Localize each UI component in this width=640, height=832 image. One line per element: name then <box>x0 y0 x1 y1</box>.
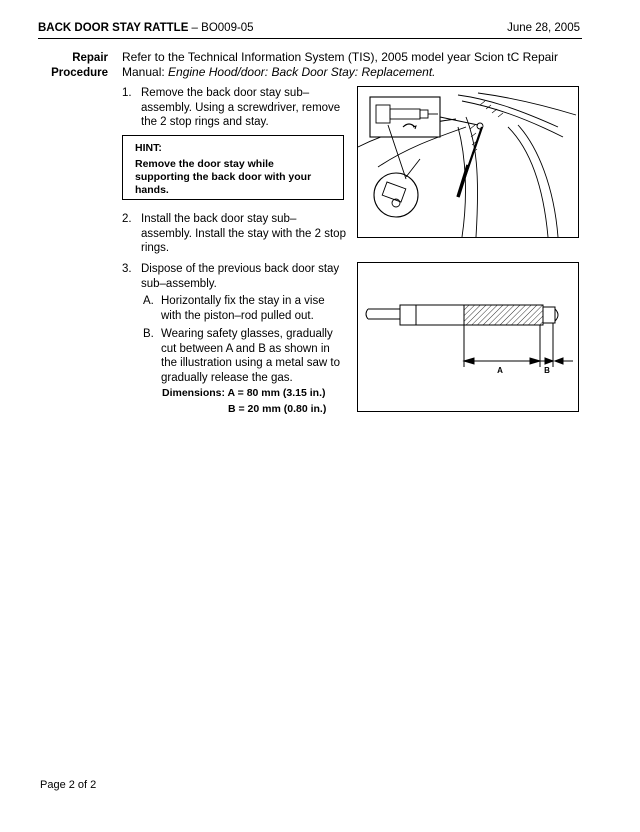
step-text: Dispose of the previous back door stay sub–assembly. <box>141 263 340 290</box>
intro-manual-reference: Engine Hood/door: Back Door Stay: Replacement. <box>168 65 436 79</box>
stay-removal-drawing <box>358 87 578 237</box>
cut-location-illustration <box>357 262 579 412</box>
section-label-line1: Repair <box>72 52 108 64</box>
step-text: Install the back door stay sub–assembly. Install the stay with the 2 stop rings. <box>141 213 346 254</box>
dimensions-block <box>162 385 362 417</box>
step-text: Remove the back door stay sub–assembly. Using a screwdriver, remove the 2 stop rings and stay. <box>141 87 341 128</box>
hint-body: Remove the door stay while supporting the back door with your hands. <box>135 158 312 196</box>
substep-text: Horizontally fix the stay in a vise with the piston–rod pulled out. <box>161 295 325 322</box>
substep-number: B. <box>143 328 154 340</box>
stay-removal-illustration <box>357 86 579 238</box>
page-header <box>38 20 582 39</box>
header-title: BACK DOOR STAY RATTLE <box>38 22 189 34</box>
substep-text: Wearing safety glasses, gradually cut between A and B as shown in the illustration using a metal saw to gradually release the gas. <box>161 328 340 384</box>
dimension-label-a: A <box>497 366 503 375</box>
intro-paragraph <box>122 50 562 80</box>
header-code: BO009-05 <box>201 22 254 34</box>
header-separator: – <box>188 22 202 34</box>
hint-box <box>122 135 344 200</box>
dimension-b: B = 20 mm (0.80 in.) <box>228 403 327 415</box>
substep-number: A. <box>143 295 154 307</box>
header-title-group <box>38 22 254 34</box>
intro-text: Refer to the Technical Information System (TIS), 2005 model year Scion tC Repair Manual: <box>122 50 558 79</box>
section-label <box>38 51 108 81</box>
step-number: 3. <box>122 263 132 275</box>
section-label-line2: Procedure <box>51 67 108 79</box>
page-number: Page 2 of 2 <box>40 779 97 791</box>
dimension-label-b: B <box>544 366 550 375</box>
hint-title: HINT: <box>135 142 162 154</box>
step-number: 2. <box>122 213 132 225</box>
header-date: June 28, 2005 <box>507 22 580 34</box>
step-number: 1. <box>122 87 132 99</box>
dimension-a: Dimensions: A = 80 mm (3.15 in.) <box>162 387 326 399</box>
cut-location-drawing <box>358 263 578 411</box>
